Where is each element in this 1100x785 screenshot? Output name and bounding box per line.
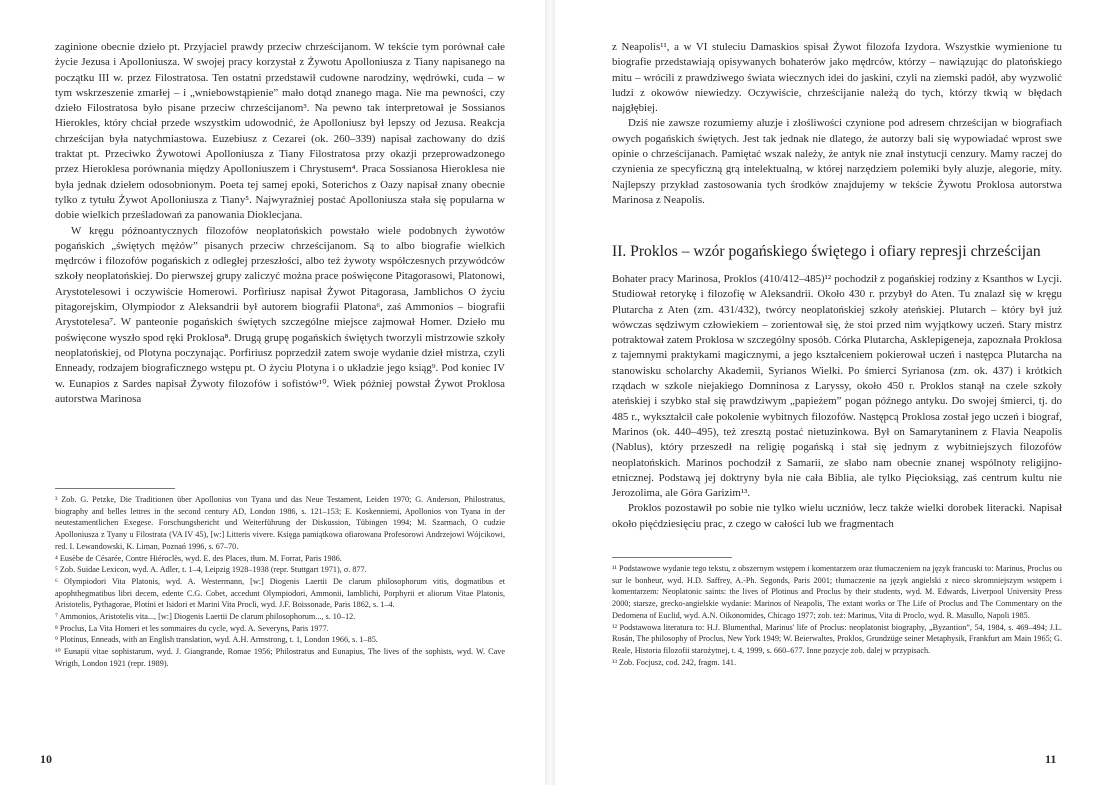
footnote-rule [612,557,732,558]
footnote: ⁸ Proclus, La Vita Homeri et les sommaires du cycle, wyd. A. Severyns, Paris 1977. [55,623,329,633]
right-main-text [612,272,1062,532]
footnote: ³ Zob. G. Petzke, Die Traditionen über Apollonius von Tyana und das Neue Testament, Leiden 1970; G. Anderson, Philostratus, biography and belles lettres in the second century AD, London 1986, s. 121–153; E. Koskenniemi, Apollonios von Tyana in der neutestamentlichen Exegese. Forschungsbericht und Weiterführung der Diskussion, Tübingen 1994; M. Szarmach, O cudzie Apolloniusza z Tyany u Filostrata (VA IV 45), [w:] Litteris vivere. Księga pamiątkowa ofiarowana Profesorowi Andrzejowi Wójcikowi, red. I. Lewandowski, K. Liman, Poznań 1996, s. 67–70. [55,495,505,551]
footnote: ⁵ Zob. Suidae Lexicon, wyd. A. Adler, t. 1–4, Leipzig 1928–1938 (repr. Stuttgart 1971), σ. 877. [55,565,367,575]
footnote: ⁷ Ammonios, Aristotelis vita..., [w:] Diogenis Laertii De clarum philosophorum..., s. 10–12. [55,612,356,622]
paragraph: zaginione obecnie dzieło pt. Przyjaciel prawdy przeciw chrześcijanom. W tekście tym porównał całe życie Jezusa i Apolloniusza. W swojej pracy korzystał z Żywotu Apolloniusza z Tiany napisanego na początku III w. przez Filostratosa. Ten ostatni przedstawił cudowne narodziny, wędrówki, cuda – w tym wskrzeszenie zmarłej – i „wniebowstąpienie” mało dotąd znanego maga. Nie ma pewności, czy dzieło Filostratosa było pisane przeciw chrześcijanom³. Na pewno tak interpretował je Sossianos Hierokles, który chciał przede wszystkim udowodnić, że Apolloniusz był lepszy od Jezusa. Reakcja chrześcijan była natychmiastowa. Euzebiusz z Cezarei (ok. 260–339) napisał zachowany do dziś traktat pt. Przeciwko Żywotowi Apolloniusza z Tiany Filostratosa przy okazji przeprowadzonego przez Hieroklesa porównania między Apolloniuszem i Chrystusem⁴. Praca Sossianosa Hieroklesa nie była jednak dziełem odosobnionym. Poeta tej samej epoki, Soterichos z Oazy napisał znany obecnie tylko z tytułu Żywot Apolloniusza z Tiany⁵. Najwyraźniej postać Apolloniusza stała się popularna w dobie wielkich prześladowań za panowania Dioklecjana. [55,41,505,222]
book-gutter [545,0,555,785]
paragraph: W kręgu późnoantycznych filozofów neoplatońskich powstało wiele podobnych żywotów pogańskich „świętych mężów” pisanych przeciw chrześcijanom. Są to albo biografie wielkich mędrców i filozofów pogańskich z odległej przeszłości, albo też żywoty współczesnych przywódców szkoły neoplatońskiej. Do pierwszej grupy zaliczyć można prace poświęcone Pitagorasowi, Platonowi, Arystotelesowi i oczywiście Homerowi. Porfiriusz napisał Żywot Pitagorasa, Jamblichos O życiu pitagorejskim, Olympiodor z Aleksandrii był autorem biografii Platona⁶, zaś Ammonios – biografii Arystotelesa⁷. W panteonie pogańskich świętych szczególne miejsce zajmował Homer. Dzieło mu poświęcone wyszło spod ręki Proklosa⁸. Drugą grupę pogańskich świętych tworzyli mistrzowie szkoły neoplatońskiej, od Plotyna poczynając. Porfiriusz poprzedził zatem swoje wydanie dzieł mistrza, czyli Enneady, rodzajem biograficznego wstępu pt. O życiu Plotyna i o układzie jego ksiąg⁹. Pod koniec IV w. Eunapios z Sardes napisał Żywoty filozofów i sofistów¹⁰. Wiek później powstał Żywot Proklosa autorstwa Marinosa [55,224,505,405]
footnote: ¹⁰ Eunapii vitae sophistarum, wyd. J. Giangrande, Romae 1956; Philostratus and Eunapius, The lives of the sophists, wyd. W. Cave Wrigth, London 1921 (repr. 1989). [55,647,505,668]
right-footnotes [612,563,1062,668]
left-footnotes [55,494,505,670]
footnote: ¹¹ Podstawowe wydanie tego tekstu, z obszernym wstępem i komentarzem oraz tłumaczeniem na język francuski to: Marinus, Proclus ou sur le bonheur, wyd. H.D. Saffrey, A.-Ph. Segonds, Paris 2001; tłumaczenie na język angielski z nieco skromniejszym wstępem i komentarzem: Neoplatonic saints: the lives of Plotinus and Proclus by their students, wyd. M. Edwards, Liverpool University Press 2000; starsze, grecko-angielskie wydanie: Marinos of Neapolis, The extant works or The Life of Proclus and The Commentary on the Dedomena of Euclid, wyd. A.N. Oikonomides, Chicago 1977; zob. też: Marinus, Vita di Proclo, wyd. R. Masullo, Napoli 1985. [612,564,1062,620]
paragraph: Dziś nie zawsze rozumiemy aluzje i złośliwości czynione pod adresem chrześcijan w biografiach owych pogańskich świętych. Jest tak jednak nie dlatego, że autorzy bali się wypowiadać wprost swe opinie o chrześcijanach. Pamiętać wszak należy, że antyk nie znał instytucji cenzury. Mamy raczej do czynienia ze specyficzną grą intelektualną, w której narzędziem polemiki były aluzje, alegorie, mity. Najlepszy przykład zastosowania tych środków znajdujemy w tekście Żywotu Proklosa autorstwa Marinosa z Neapolis. [612,117,1062,206]
page-number: 10 [40,752,52,766]
footnote: ⁶ Olympiodori Vita Platonis, wyd. A. Westermann, [w:] Diogenis Laertii De clarum philosophorum vitis, dogmatibus et apophthegmatibus libri decem, edente C.G. Cobet, accedunt Olympiodori, Ammonii, Iamblichi, Porphyrii et aliorum Vitae Platonis, Aristotelis, Pythagorae, Plotini et Isidori et Marini Vita Procli, wyd. J.F. Boissonade, Paris 1862, s. 1–4. [55,576,505,610]
footnote: ⁹ Plotinus, Enneads, with an English translation, wyd. A.H. Armstrong, t. 1, London 1966, s. 1–85. [55,635,378,645]
footnote: ¹³ Zob. Focjusz, cod. 242, fragm. 141. [612,657,737,667]
paragraph: Proklos pozostawił po sobie nie tylko wielu uczniów, lecz także wielki dorobek literacki. Napisał około pięćdziesięciu prac, z czego w całości lub we fragmentach [612,502,1062,530]
paragraph: Bohater pracy Marinosa, Proklos (410/412–485)¹² pochodził z pogańskiej rodziny z Ksanthos w Lycji. Studiował retorykę i filozofię w Aleksandrii. Około 430 r. przybył do Aten. Tu znalazł się w kręgu Plutarcha z Aten (zm. 431/432), twórcy neoplatońskiej szkoły ateńskiej. Plutarch – który był już wówczas sędziwym człowiekiem – zorientował się, że stoi przed nim wyjątkowy uczeń. Stary mistrz potraktował zatem Proklosa w szczególny sposób. Córka Plutarcha, Asklepigeneja, zapoznała Proklosa z tajemnymi praktykami magicznymi, a jego kształceniem pokierował uczeń i następca Plutarcha na stanowisku scholarchy Akademii, Syrianos Wielki. Po śmierci Syrianosa (zm. ok. 437) i krótkich rządach w szkole niejakiego Domninosa z Laryssy, około 450 r. Proklos stanął na czele szkoły ateńskiej i szybko stał się prawdziwym „papieżem” pogan późnego antyku. Do swojej śmierci, tj. do 485 r., wykształcił całe pokolenie wybitnych filozofów. Następcą Proklosa został jego uczeń i biograf, Marinos (ok. 440–495), też zresztą postać nietuzinkowa. Był on Samarytaninem z Flavia Neapolis (Nablus), który przeszedł na religię pogańską i stał się jednym z wybitniejszych filozofów neoplatońskich. Marinos pochodził z Samarii, ze słabo nam obecnie znanej wspólnoty religijno-etnicznej. Podstawą jej doktryny była nie cała Biblia, ale tylko Pięcioksiąg, zaś centrum kultu nie Jerozolima, ale Góra Garizim¹³. [612,273,1062,500]
right-page [555,0,1100,785]
left-page [0,0,545,785]
left-body-text [55,40,505,407]
footnote-rule [55,488,175,489]
right-top-text [612,40,1062,208]
paragraph: z Neapolis¹¹, a w VI stuleciu Damaskios spisał Żywot filozofa Izydora. Wszystkie wymienione tu biografie przedstawiają opisywanych bohaterów jako mędrców, którzy – nawiązując do platońskiego mitu – wrócili z prawdziwego świata wiecznych idei do jaskini, czyli na ziemski padół, aby wyzwolić ludzi z okowów niewiedzy. Oczywiście, chrześcijanie należą do tych, którzy tkwią w błędach najgłębiej. [612,41,1062,115]
section-heading: II. Proklos – wzór pogańskiego świętego i ofiary represji chrześcijan [612,243,1041,260]
footnote: ⁴ Eusèbe de Césarée, Contre Hiéroclès, wyd. E. des Places, tłum. M. Forrat, Paris 1986. [55,553,342,563]
footnote: ¹² Podstawowa literatura to: H.J. Blumenthal, Marinus' life of Proclus: neoplatonist biography, „Byzantion”, 54, 1984, s. 469–494; J.L. Rosán, The philosophy of Proclus, New York 1949; W. Beierwaltes, Proklos, Grundzüge seiner Metaphysik, Frankfurt am Main 1965; G. Reale, Historia filozofii starożytnej, t. 4, 1999, s. 660–677. Inne pozycje zob. dalej w przypisach. [612,622,1062,655]
page-number: 11 [1045,752,1057,766]
